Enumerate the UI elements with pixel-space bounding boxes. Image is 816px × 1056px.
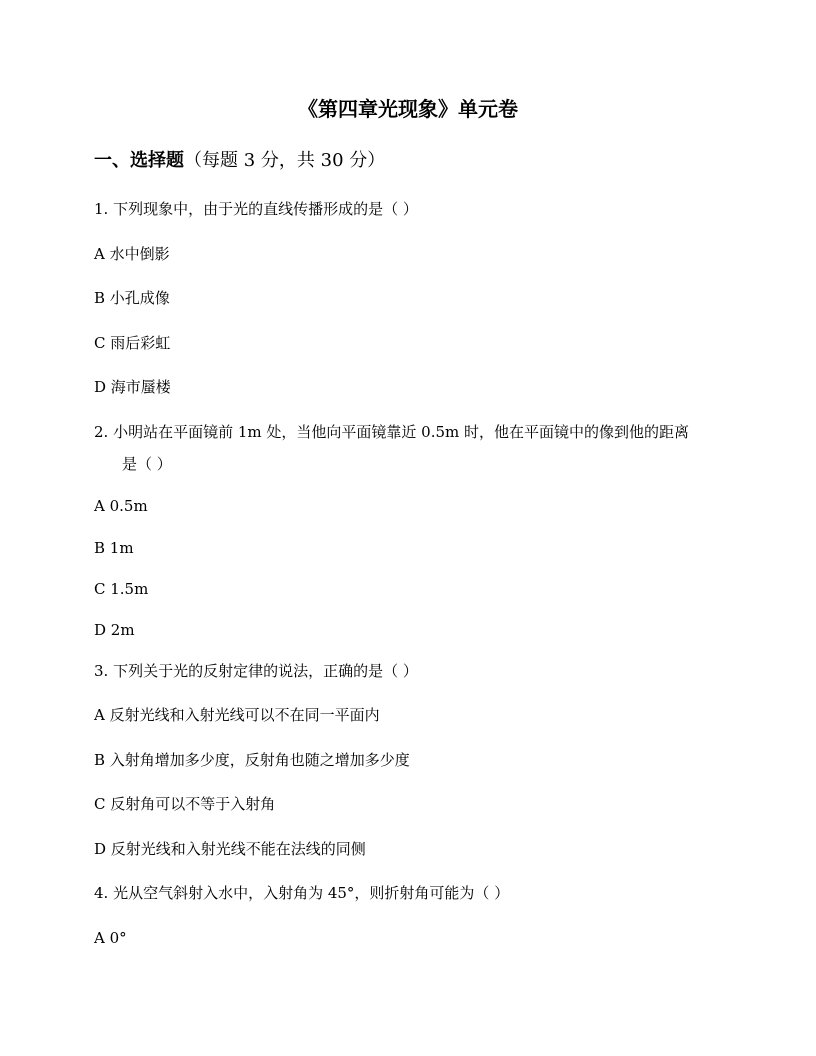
question-2-option-b: B 1m (94, 539, 134, 557)
section-heading (94, 149, 385, 173)
question-1-stem: 1. 下列现象中，由于光的直线传播形成的是（ ） (94, 200, 418, 218)
question-1-option-d: D 海市蜃楼 (94, 378, 171, 396)
section-heading-note: （每题 3 分，共 30 分） (184, 150, 386, 171)
question-3-option-d: D 反射光线和入射光线不能在法线的同侧 (94, 840, 366, 858)
question-4-stem: 4. 光从空气斜射入水中，入射角为 45°，则折射角可能为（ ） (94, 884, 510, 902)
question-2-option-c: C 1.5m (94, 580, 149, 598)
question-1-option-c: C 雨后彩虹 (94, 334, 171, 352)
document-title: 《第四章光现象》单元卷 (298, 97, 518, 121)
question-2-option-a: A 0.5m (94, 497, 148, 515)
question-4-option-a: A 0° (94, 929, 127, 947)
question-3-option-a: A 反射光线和入射光线可以不在同一平面内 (94, 706, 380, 724)
question-3-option-b: B 入射角增加多少度，反射角也随之增加多少度 (94, 751, 410, 769)
question-2-stem-continued: 是（ ） (122, 455, 172, 473)
section-heading-label: 一、选择题 (94, 150, 184, 171)
question-2-stem: 2. 小明站在平面镜前 1m 处，当他向平面镜靠近 0.5m 时，他在平面镜中的像到他的距离 (94, 423, 690, 441)
question-3-stem: 3. 下列关于光的反射定律的说法，正确的是（ ） (94, 662, 418, 680)
question-2-option-d: D 2m (94, 621, 135, 639)
question-3-option-c: C 反射角可以不等于入射角 (94, 795, 276, 813)
question-1-option-a: A 水中倒影 (94, 245, 170, 263)
question-1-option-b: B 小孔成像 (94, 289, 170, 307)
